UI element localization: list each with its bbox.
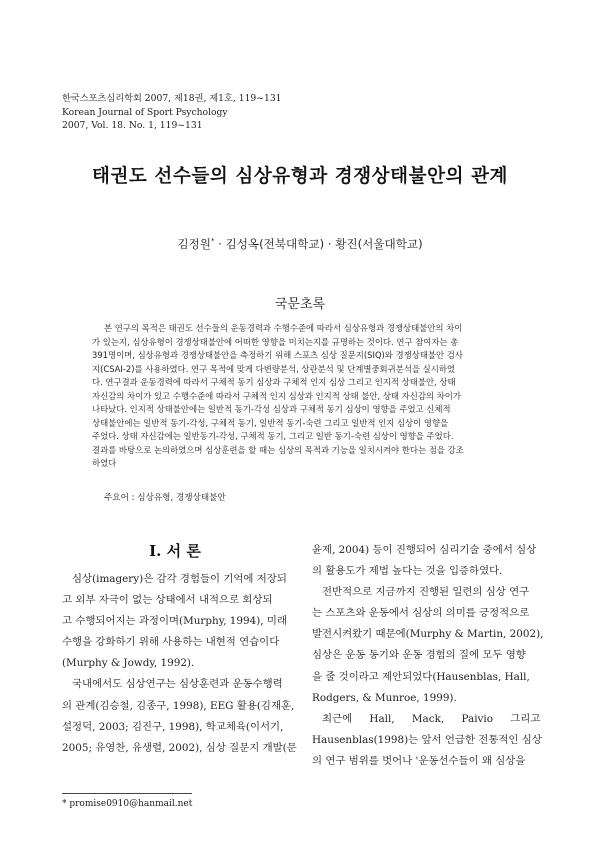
body-line: 심상은 운동 동기와 운동 경험의 질에 모두 영향 [312, 649, 526, 662]
abstract-line: 391명이며, 심상유형과 경쟁상태불안을 측정하기 위해 스포츠 심상 질문지(SIQ)와 경쟁상태불안 검사 [92, 350, 463, 361]
body-line: Hausenblas(1998)는 앞서 언급한 전통적인 심상 [312, 733, 542, 746]
body-line: 전반적으로 지금까지 진행된 일련의 심상 연구 [322, 586, 530, 599]
corresponding-author-mark: * [210, 237, 215, 246]
keywords: 주요어 : 심상유형, 경쟁상태불안 [104, 493, 226, 503]
body-line: 설정덕, 2003; 김진구, 1998), 학교체육(이서기, [62, 720, 284, 733]
body-line: 국내에서도 심상연구는 심상훈련과 운동수행력 [72, 678, 283, 691]
abstract-heading: 국문초록 [274, 297, 326, 312]
paper-title: 태권도 선수들의 심상유형과 경쟁상태불안의 관계 [91, 166, 509, 187]
author-line [0, 236, 600, 252]
body-line: 의 활용도가 제법 높다는 것을 입증하였다. [312, 565, 503, 578]
abstract-line: 다. 연구결과 운동경력에 따라서 구체적 동기 심상과 구체적 인지 심상 그리고 인지적 상태불안, 상태 [92, 377, 456, 388]
abstract-line: 상태불안에는 일반적 동기-각성, 구체적 동기, 일반적 동기-숙련 그리고 일반적 인지 심상이 영향을 [92, 417, 449, 428]
body-line: 의 연구 범위를 벗어나 '운동선수들이 왜 심상을 [312, 754, 526, 767]
left-column-text [62, 569, 297, 759]
journal-header-line-volume: 2007, Vol. 18. No. 1, 119~131 [62, 120, 203, 131]
abstract-line: 본 연구의 목적은 태권도 선수들의 운동경력과 수행수준에 따라서 심상유형과 경쟁상태불안의 차이 [104, 323, 463, 333]
body-line: 최근에 Hall, Mack, Paivio 그리고 [322, 712, 541, 725]
body-line: 고 외부 자극이 없는 상태에서 내적으로 회상되 [62, 594, 273, 607]
body-line: 수행을 강화하기 위해 사용하는 내현적 연습이다 [62, 636, 280, 649]
body-line: 을 줄 것이라고 제안되었다(Hausenblas, Hall, [312, 670, 530, 683]
abstract-line: 주었다. 상태 자신감에는 일반동기-각성, 구체적 동기, 그리고 일반 동기-숙련 심상이 영향을 주었다. [92, 431, 454, 442]
abstract-body [92, 322, 510, 471]
footnote-email: * promise0910@hanmail.net [62, 799, 193, 809]
body-line: 윤제, 2004) 등이 진행되어 심리기술 중에서 심상 [312, 544, 537, 556]
abstract-line: 지(CSAI-2)를 사용하였다. 연구 목적에 맞게 다변량분석, 상관분석 및 단계별중회귀분석을 실시하였 [92, 363, 456, 374]
body-line: 고 수행되어지는 과정이며(Murphy, 1994), 미래 [62, 615, 287, 628]
first-author: 김정원 [177, 237, 211, 251]
body-line: Rodgers, & Munroe, 1999). [312, 691, 457, 704]
abstract-line: 자신감의 차이가 있고 수행수준에 따라서 구체적 인지 심상과 인지적 상태 불안, 상태 자신감의 차이가 [92, 390, 461, 401]
body-line: 2005; 유영찬, 유생렬, 2002), 심상 질문지 개발(문 [62, 741, 297, 754]
body-line: 발전시켜왔기 때문에(Murphy & Martin, 2002), [312, 628, 544, 641]
footnote-divider [62, 793, 192, 794]
abstract-line: 하였다 [92, 458, 117, 469]
journal-header-line-english: Korean Journal of Sport Psychology [62, 106, 228, 118]
body-line: 는 스포츠와 운동에서 심상의 의미를 긍정적으로 [312, 607, 530, 620]
abstract-line: 나타났다. 인지적 상태불안에는 일반적 동기-각성 심상과 구체적 동기 심상이 영향을 주었고 신체적 [92, 404, 451, 415]
body-line: 의 관계(김승철, 김종구, 1998), EEG 활용(김재훈, [62, 699, 295, 712]
body-line: 심상(imagery)은 감각 경험들이 기억에 저장되 [72, 573, 287, 585]
journal-header [62, 92, 282, 133]
section-title-introduction: I. 서 론 [149, 542, 201, 560]
co-authors: · 김성옥(전북대학교) · 황진(서울대학교) [214, 237, 423, 251]
abstract-line: 가 있는지, 심상유형이 경쟁상태불안에 어떠한 영향을 미치는지를 규명하는 것이다. 연구 참여자는 총 [92, 336, 459, 347]
journal-header-line-korean: 한국스포츠심리학회 2007, 제18권, 제1호, 119~131 [62, 93, 282, 104]
abstract-line: 결과를 바탕으로 논의하였으며 심상훈련을 할 때는 심상의 목적과 기능을 일치시켜야 한다는 점을 강조 [92, 444, 464, 455]
right-column-text [312, 540, 544, 772]
body-line: (Murphy & Jowdy, 1992). [62, 657, 195, 670]
